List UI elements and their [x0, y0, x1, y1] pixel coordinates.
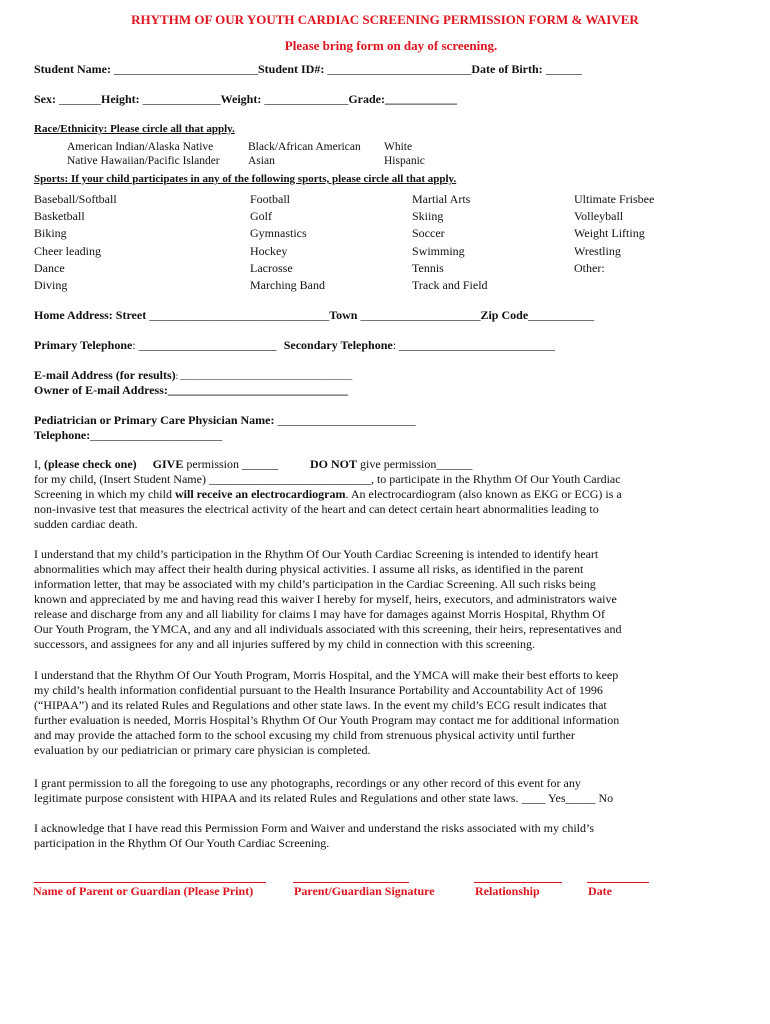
student-name-label: Student Name: — [34, 62, 111, 76]
student-id-label: Student ID#: — [258, 62, 325, 76]
email-owner-row — [34, 383, 348, 398]
sport-option[interactable]: Track and Field — [412, 278, 488, 293]
form-title: RHYTHM OF OUR YOUTH CARDIAC SCREENING PERMISSION FORM & WAIVER — [131, 12, 639, 27]
give-permission-checkbox[interactable]: permission ______ — [183, 457, 279, 471]
permission-ekg-line — [34, 487, 664, 502]
physician-name-label: Pediatrician or Primary Care Physician Name: — [34, 413, 275, 427]
sport-option[interactable]: Hockey — [250, 243, 288, 258]
email-owner-field[interactable]: ______________________________ — [167, 383, 348, 397]
email-row — [34, 368, 352, 383]
paragraph-line: I acknowledge that I have read this Permission Form and Waiver and understand the risks associated with my child’s — [34, 821, 595, 835]
email-owner-label: Owner of E-mail Address: — [34, 383, 168, 397]
secondary-phone-label: Secondary Telephone — [283, 338, 393, 352]
sport-option[interactable]: Football — [250, 192, 291, 206]
street-label: Home Address: Street — [34, 308, 147, 322]
sports-col-4 — [574, 191, 654, 277]
paragraph-line: successors, and assignees for any and all injuries suffered by my child in connection with this screening. — [34, 637, 535, 651]
sport-option[interactable]: Tennis — [412, 260, 444, 275]
sports-col-2 — [250, 191, 325, 294]
race-option[interactable]: Black/African American — [248, 141, 361, 153]
paragraph-line: (“HIPAA”) and its related Rules and Regulations and other state laws. In the event my child’s ECG result indicates that — [34, 698, 607, 712]
sports-heading: Sports: If your child participates in any of the following sports, please circle all that apply. — [34, 173, 457, 185]
do-not-label: DO NOT — [310, 457, 358, 471]
sport-option[interactable]: Cheer leading — [34, 243, 101, 258]
sex-field[interactable]: _______ — [59, 92, 101, 106]
town-field[interactable]: ____________________ — [360, 308, 481, 322]
student-id-field[interactable]: ________________________ — [327, 62, 472, 76]
paragraph-line: known and appreciated by me and having read this waiver I hereby for myself, heirs, executors, and administrators waive — [34, 592, 617, 606]
sport-option[interactable]: Gymnastics — [250, 226, 307, 241]
sport-option[interactable]: Swimming — [412, 243, 465, 258]
sports-col-1 — [34, 191, 117, 294]
sport-option[interactable]: Ultimate Frisbee — [574, 192, 655, 206]
paragraph-line: information letter, that may be associated with my child’s participation in the Cardiac Screening. All such risks being — [34, 577, 596, 591]
race-option[interactable]: Native Hawaiian/Pacific Islander — [67, 155, 220, 167]
physician-phone-field[interactable]: ______________________ — [90, 428, 223, 442]
race-option[interactable]: Hispanic — [384, 155, 425, 167]
sport-option[interactable]: Marching Band — [250, 278, 325, 293]
do-not-permission-checkbox[interactable]: give permission______ — [357, 457, 473, 471]
permission-text: Screening in which my child — [34, 487, 175, 501]
race-option[interactable]: White — [384, 141, 413, 153]
sport-option[interactable]: Lacrosse — [250, 260, 293, 275]
primary-phone-field[interactable]: : _______________________ — [132, 338, 277, 352]
permission-ekg-emphasis: will receive an electrocardiogram — [174, 487, 346, 501]
permission-student-line[interactable]: for my child, (Insert Student Name) ___________________________, to participate in the Rhythm Of Our Youth Cardiac — [34, 472, 621, 486]
address-row — [34, 308, 594, 323]
physical-info-row — [34, 92, 457, 107]
permission-prefix: I, — [34, 457, 44, 471]
paragraph-line: participation in the Rhythm Of Our Youth Cardiac Screening. — [34, 836, 330, 850]
signature-line[interactable] — [293, 882, 409, 883]
permission-check-note: (please check one) — [44, 457, 137, 471]
sport-option[interactable]: Wrestling — [574, 243, 621, 258]
student-info-row — [34, 62, 582, 77]
permission-text-line: sudden cardiac death. — [34, 517, 138, 531]
sport-option[interactable]: Soccer — [412, 226, 445, 241]
sports-col-3 — [412, 191, 488, 294]
email-label: E-mail Address (for results) — [34, 368, 176, 382]
sport-option[interactable]: Biking — [34, 226, 67, 241]
permission-paragraph — [34, 457, 664, 532]
paragraph-line: I grant permission to all the foregoing to use any photographs, recordings or any other record of this event for any — [34, 776, 581, 790]
risk-waiver-paragraph — [34, 547, 664, 652]
dob-label: Date of Birth: — [471, 62, 543, 76]
sex-label: Sex: — [34, 92, 56, 106]
sport-option[interactable]: Golf — [250, 209, 272, 224]
sport-option[interactable]: Other: — [574, 260, 605, 275]
sport-option[interactable]: Dance — [34, 260, 65, 275]
paragraph-line: my child’s health information confidential pursuant to the Health Insurance Portability and Accountability Act of 1996 — [34, 683, 603, 697]
sport-option[interactable]: Baseball/Softball — [34, 192, 117, 206]
media-consent-paragraph — [34, 776, 664, 806]
weight-field[interactable]: ______________ — [264, 92, 349, 106]
physician-phone-row — [34, 428, 222, 443]
weight-label: Weight: — [220, 92, 262, 106]
physician-name-field[interactable]: _______________________ — [274, 413, 416, 427]
paragraph-line: further evaluation is needed, Morris Hospital’s Rhythm Of Our Youth Program may contact me for additional information — [34, 713, 620, 727]
zip-field[interactable]: ___________ — [528, 308, 595, 322]
permission-text: . An electrocardiogram (also known as EKG or ECG) is a — [345, 487, 622, 501]
dob-field[interactable]: ______ — [545, 62, 582, 76]
sport-option[interactable]: Weight Lifting — [574, 226, 645, 241]
parent-name-line[interactable] — [34, 882, 266, 883]
race-col-3 — [384, 140, 425, 168]
secondary-phone-field[interactable]: : __________________________ — [392, 338, 556, 352]
student-name-field[interactable]: ________________________ — [114, 62, 258, 76]
permission-choice-line — [34, 457, 664, 472]
paragraph-line: abnormalities which may affect their health during physical activities. I assume all risks, as identified in the parent — [34, 562, 584, 576]
date-label: Date — [588, 884, 612, 898]
paragraph-line: Our Youth Program, the YMCA, and any and all individuals associated with this screening, their heirs, representatives and — [34, 622, 622, 636]
paragraph-line: I understand that my child’s participation in the Rhythm Of Our Youth Cardiac Screening is intended to identify heart — [34, 547, 599, 561]
signature-label: Parent/Guardian Signature — [294, 884, 435, 898]
race-option[interactable]: Asian — [248, 155, 275, 167]
date-line[interactable] — [587, 882, 649, 883]
race-col-2 — [248, 140, 361, 168]
town-label: Town — [329, 308, 358, 322]
grade-field[interactable]: ____________ — [385, 92, 457, 106]
race-heading: Race/Ethnicity: Please circle all that apply. — [34, 123, 235, 135]
grade-label: Grade: — [348, 92, 385, 106]
paragraph-line: and may provide the attached form to the school excusing my child from strenuous physical activity until further — [34, 728, 575, 742]
relationship-line[interactable] — [474, 882, 562, 883]
parent-name-label: Name of Parent or Guardian (Please Print) — [33, 884, 254, 898]
height-field[interactable]: _____________ — [142, 92, 221, 106]
media-consent-yes-no[interactable]: legitimate purpose consistent with HIPAA and its related Rules and Regulations and other state laws. ____ Yes_____ No — [34, 791, 614, 805]
permission-text-line: non-invasive test that measures the electrical activity of the heart and can detect certain heart abnormalities leading to — [34, 502, 599, 516]
give-label: GIVE — [152, 457, 184, 471]
race-option[interactable]: American Indian/Alaska Native — [67, 141, 214, 153]
physician-row — [34, 413, 416, 428]
sport-option[interactable]: Diving — [34, 278, 68, 293]
phone-row — [34, 338, 555, 353]
zip-label: Zip Code — [480, 308, 529, 322]
race-col-1 — [67, 140, 220, 168]
paragraph-line: evaluation by our pediatrician or primary care physician is completed. — [34, 743, 371, 757]
physician-phone-label: Telephone: — [34, 428, 91, 442]
sport-option[interactable]: Volleyball — [574, 209, 624, 224]
acknowledgement-paragraph — [34, 821, 664, 851]
sport-option[interactable]: Basketball — [34, 209, 85, 224]
privacy-paragraph — [34, 668, 664, 758]
relationship-label: Relationship — [475, 884, 540, 898]
form-subtitle: Please bring form on day of screening. — [284, 38, 498, 53]
paragraph-line: I understand that the Rhythm Of Our Youth Program, Morris Hospital, and the YMCA will make their best efforts to keep — [34, 668, 619, 682]
paragraph-line: release and discharge from any and all liability for claims I may have for damages against Morris Hospital, Rhythm Of — [34, 607, 605, 621]
height-label: Height: — [101, 92, 140, 106]
sport-option[interactable]: Skiing — [412, 209, 444, 224]
sport-option[interactable]: Martial Arts — [412, 192, 471, 206]
street-field[interactable]: ______________________________ — [149, 308, 330, 322]
email-field[interactable]: : ________________________________________ — [175, 371, 353, 381]
primary-phone-label: Primary Telephone — [34, 338, 133, 352]
